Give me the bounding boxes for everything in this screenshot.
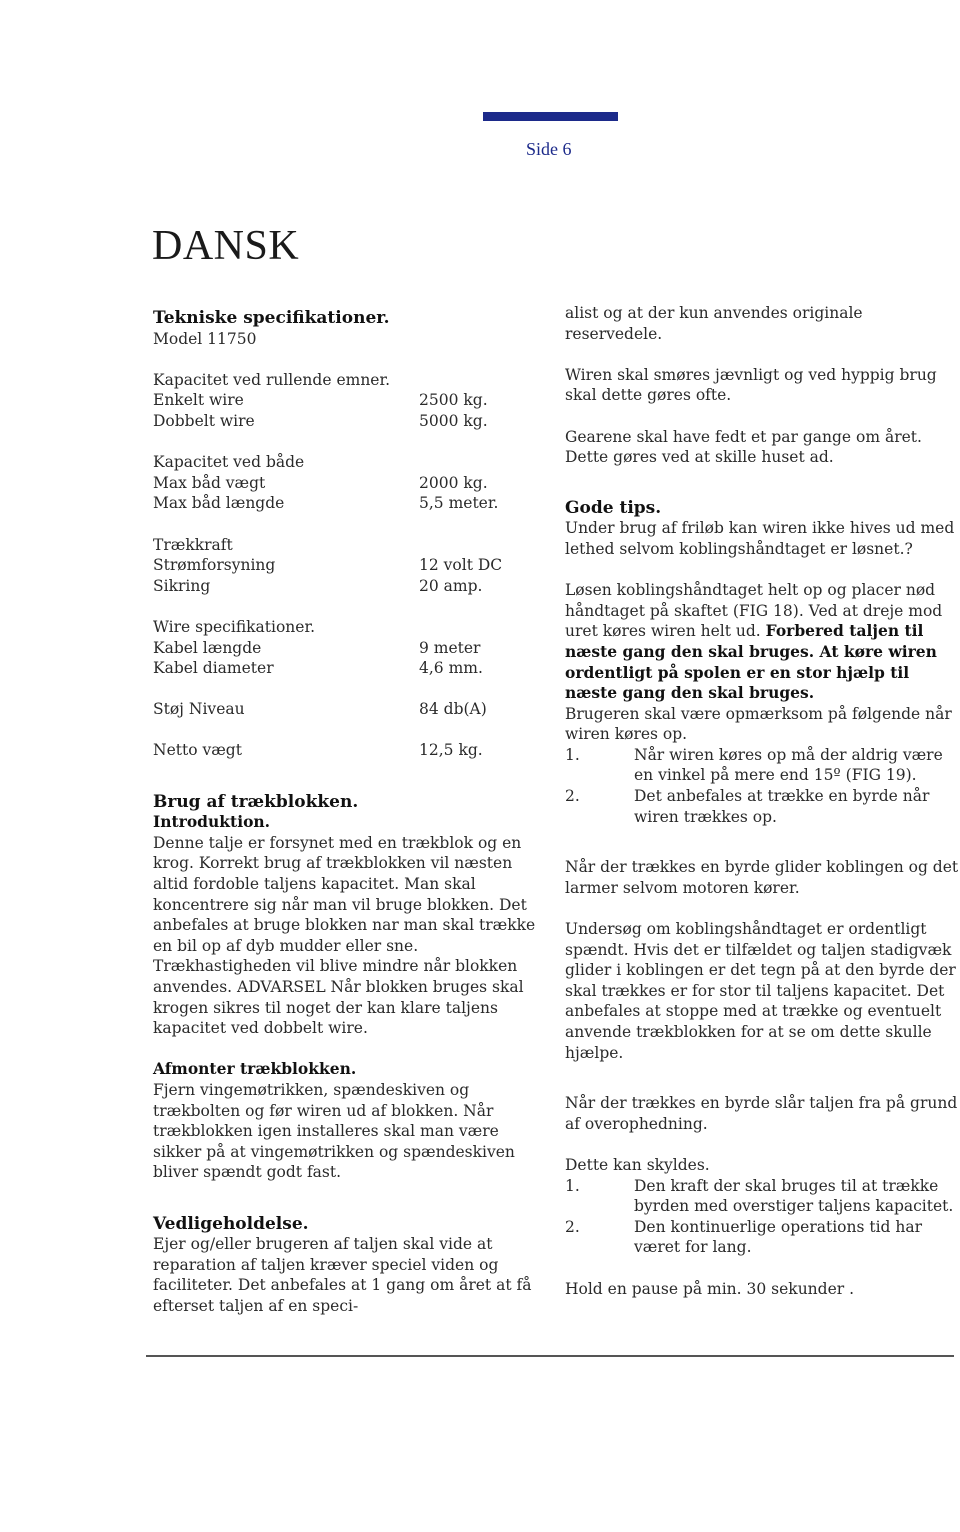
language-title: DANSK — [152, 223, 300, 269]
spec-key: Dobbelt wire — [153, 411, 255, 430]
header-accent-bar — [483, 112, 618, 121]
spec-row — [153, 740, 545, 761]
spec-value: 5000 kg. — [419, 411, 488, 430]
paragraph: Dette kan skyldes. — [565, 1155, 710, 1174]
spec-key: Sikring — [153, 576, 211, 595]
paragraph: Når der trækkes en byrde glider koblingen og det larmer selvom motoren kører. — [565, 858, 959, 897]
spec-value: 84 db(A) — [419, 700, 487, 719]
paragraph: Brugeren skal være opmærksom på følgende når wiren køres op. — [565, 704, 952, 744]
spec-key: Netto vægt — [153, 741, 242, 760]
spec-group — [153, 617, 545, 679]
left-column — [153, 308, 545, 1317]
list-number: 1. — [565, 745, 580, 764]
spec-row — [153, 555, 545, 576]
paragraph: Når der trækkes en byrde slår taljen fra på grund af overophedning. — [565, 1094, 958, 1133]
spec-group-title: Wire specifikationer. — [153, 617, 316, 636]
subsection-heading: Introduktion. — [153, 812, 271, 832]
spec-group — [153, 535, 545, 597]
paragraph: Denne talje er forsynet med en trækblok og en krog. Korrekt brug af trækblokken vil næsten altid fordoble taljens kapacitet. Man skal koncentrere sig når man vil bruge blokken. Det anbefales at bruge blokken nar man skal trække en bil op af dyb mudder eller sne. Trækhastigheden vil blive mindre når blokken anvendes. ADVARSEL Når blokken bruges skal krogen sikres til noget der kan klare taljens kapacitet ved dobbelt wire. — [153, 833, 536, 1038]
spec-group-title: Kapacitet ved rullende emner. — [153, 370, 391, 389]
spec-group — [153, 452, 545, 514]
spec-value: 5,5 meter. — [419, 494, 499, 513]
spec-group-title: Kapacitet ved både — [153, 453, 305, 472]
list-text: Den kraft der skal bruges til at trække byrden med overstiger taljens kapacitet. — [634, 1176, 954, 1216]
spec-row — [153, 638, 545, 659]
spec-value: 2000 kg. — [419, 473, 488, 492]
list-number: 2. — [565, 787, 580, 806]
list-item — [565, 745, 960, 786]
spec-value: 12 volt DC — [419, 556, 503, 575]
section-heading: Vedligeholdelse. — [153, 1213, 309, 1234]
spec-value: 9 meter — [419, 638, 481, 657]
spec-key: Støj Niveau — [153, 700, 245, 719]
spec-key: Kabel diameter — [153, 659, 274, 678]
spec-value: 12,5 kg. — [419, 741, 483, 760]
spec-row — [153, 411, 545, 432]
list-text: Det anbefales at trække en byrde når wiren trækkes op. — [634, 787, 930, 826]
paragraph: Under brug af friløb kan wiren ikke hives ud med lethed selvom koblingshåndtaget er løsnet.? — [565, 519, 955, 558]
spec-key: Strømforsyning — [153, 556, 276, 575]
section-heading: Brug af trækblokken. — [153, 791, 359, 812]
paragraph: Wiren skal smøres jævnligt og ved hyppig brug skal dette gøres ofte. — [565, 365, 937, 405]
spec-group-title: Trækkraft — [153, 535, 233, 554]
list-item — [565, 786, 960, 827]
list-text: Når wiren køres op må der aldrig være en vinkel på mere end 15º (FIG 19). — [634, 745, 943, 785]
spec-key: Max båd vægt — [153, 473, 266, 492]
spec-row — [153, 390, 545, 411]
list-number: 2. — [565, 1217, 580, 1236]
list-text: Den kontinuerlige operations tid har været for lang. — [634, 1217, 923, 1257]
list-item — [565, 1217, 960, 1258]
paragraph — [565, 580, 960, 704]
model-line: Model 11750 — [153, 329, 257, 348]
subsection-heading: Afmonter trækblokken. — [153, 1059, 357, 1079]
spec-key: Enkelt wire — [153, 391, 244, 410]
section-heading: Gode tips. — [565, 497, 662, 518]
page-number: Side 6 — [526, 139, 572, 159]
list-item — [565, 1176, 960, 1217]
paragraph: alist og at der kun anvendes originale reservedele. — [565, 304, 863, 343]
paragraph-text: Løsen koblingshåndtaget helt op og placer nød håndtaget på skaftet (FIG 18). Ved at dreje mod uret køres wiren helt ud. — [565, 581, 943, 641]
spec-row — [153, 473, 545, 494]
spec-row — [153, 493, 545, 514]
spec-group — [153, 370, 545, 432]
spec-value: 4,6 mm. — [419, 659, 483, 678]
spec-value: 20 amp. — [419, 576, 483, 595]
paragraph: Hold en pause på min. 30 sekunder . — [565, 1279, 855, 1298]
paragraph: Gearene skal have fedt et par gange om året. Dette gøres ved at skille huset ad. — [565, 427, 922, 467]
footer-rule — [146, 1355, 954, 1357]
paragraph: Fjern vingemøtrikken, spændeskiven og trækbolten og før wiren ud af blokken. Når trækblokken igen installeres skal man være sikker på at vingemøtrikken og spændeskiven bliver spændt godt fast. — [153, 1080, 515, 1182]
spec-value: 2500 kg. — [419, 391, 488, 410]
specs-heading: Tekniske specifikationer. — [153, 308, 390, 328]
spec-row — [153, 576, 545, 597]
spec-row — [153, 658, 545, 679]
emphasis-text: Forbered taljen til næste gang den skal bruges. At køre wiren ordentligt på spolen er en stor hjælp til næste gang den skal bruges. — [565, 621, 937, 703]
paragraph: Undersøg om koblingshåndtaget er ordentligt spændt. Hvis det er tilfældet og taljen stadigvæk glider i koblingen er det tegn på at den byrde der skal trækkes er for stor til taljens kapacitet. Det anbefales at stoppe med at trække og eventuelt anvende trækblokken for at se om dette skulle hjælpe. — [565, 920, 956, 1062]
list-number: 1. — [565, 1176, 580, 1195]
spec-row — [153, 699, 545, 720]
paragraph: Ejer og/eller brugeren af taljen skal vide at reparation af taljen kræver speciel viden og faciliteter. Det anbefales at 1 gang om året at få efterset taljen af en speci- — [153, 1235, 532, 1315]
spec-key: Max båd længde — [153, 494, 285, 513]
right-column — [565, 303, 960, 1299]
spec-key: Kabel længde — [153, 638, 262, 657]
